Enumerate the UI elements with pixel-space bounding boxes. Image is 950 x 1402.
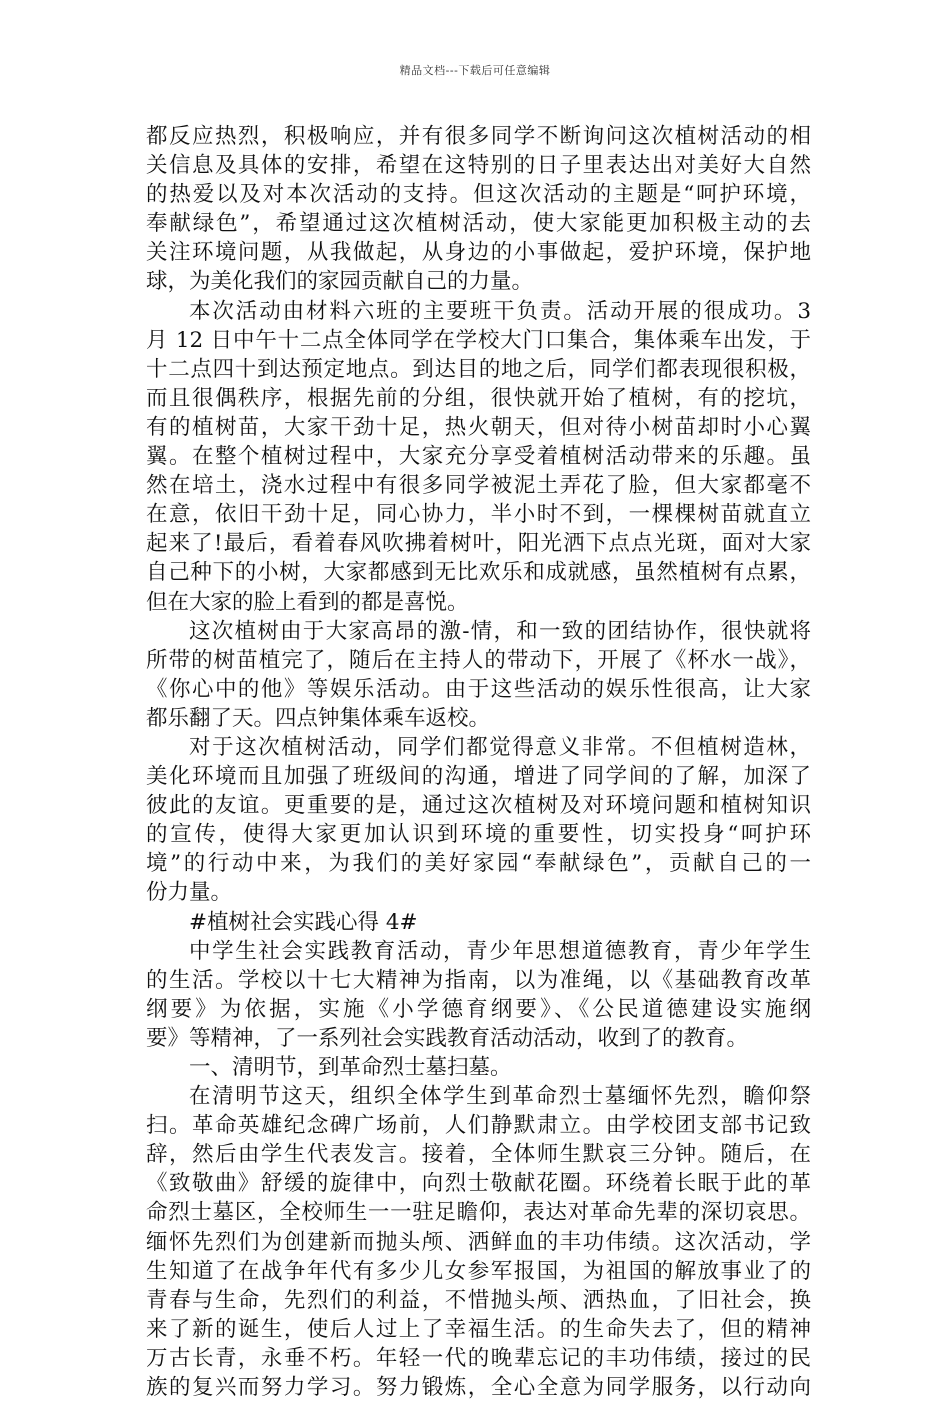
text-line: 起来了!最后，看着春风吹拂着树叶，阳光洒下点点光斑，面对大家: [146, 531, 811, 557]
text-line: 但在大家的脸上看到的都是喜悦。: [146, 589, 469, 615]
document-body: [146, 122, 811, 1402]
page-header: 精品文档---下载后可任意编辑: [399, 64, 551, 77]
text-line: 彼此的友谊。更重要的是，通过这次植树及对环境问题和植树知识: [146, 793, 811, 819]
text-line: 自己种下的小树，大家都感到无比欢乐和成就感，虽然植树有点累，: [146, 560, 811, 586]
text-line: 的宣传，使得大家更加认识到环境的重要性，切实投身“呵护环: [146, 822, 811, 848]
text-line: 对于这次植树活动，同学们都觉得意义非常。不但植树造林，: [189, 734, 811, 760]
text-line: 来了新的诞生，使后人过上了幸福生活。的生命失去了，但的精神: [146, 1316, 811, 1342]
text-line: #植树社会实践心得 4#: [189, 909, 418, 935]
text-line: 《致敬曲》舒缓的旋律中，向烈士敬献花圈。环绕着长眠于此的革: [146, 1171, 811, 1197]
text-line: 境”的行动中来，为我们的美好家园“奉献绿色”，贡献自己的一: [146, 851, 811, 877]
text-line: 都反应热烈，积极响应，并有很多同学不断询问这次植树活动的相: [146, 124, 811, 149]
text-line: 翼。在整个植树过程中，大家充分享受着植树活动带来的乐趣。虽: [146, 444, 811, 470]
text-line: 纲要》为依据，实施《小学德育纲要》、《公民道德建设实施纲: [146, 996, 811, 1022]
text-line: 中学生社会实践教育活动，青少年思想道德教育，青少年学生: [189, 938, 811, 964]
text-line: 然在培土，浇水过程中有很多同学被泥土弄花了脸，但大家都毫不: [146, 473, 811, 499]
text-line: 十二点四十到达预定地点。到达目的地之后，同学们都表现很积极，: [146, 356, 811, 382]
text-line: 扫。革命英雄纪念碑广场前，人们静默肃立。由学校团支部书记致: [146, 1113, 811, 1139]
text-line: 命烈士墓区，全校师生一一驻足瞻仰，表达对革命先辈的深切哀思。: [146, 1200, 811, 1226]
text-line: 而且很偶秩序，根据先前的分组，很快就开始了植树，有的挖坑，: [146, 385, 811, 411]
text-line: 的热爱以及对本次活动的支持。但这次活动的主题是“呵护环境，: [146, 182, 811, 208]
text-line: 在意，依旧干劲十足，同心协力，半小时不到，一棵棵树苗就直立: [146, 502, 811, 528]
text-line: 有的植树苗，大家干劲十足，热火朝天，但对待小树苗却时小心翼: [146, 414, 811, 440]
text-line: 关注环境问题，从我做起，从身边的小事做起，爱护环境，保护地: [146, 240, 811, 266]
text-line: 青春与生命，先烈们的利益，不惜抛头颅、洒热血，了旧社会，换: [146, 1287, 811, 1313]
text-line: 缅怀先烈们为创建新而抛头颅、洒鲜血的丰功伟绩。这次活动，学: [146, 1229, 811, 1255]
text-line: 族的复兴而努力学习。努力锻炼，全心全意为同学服务，以行动向: [146, 1375, 811, 1401]
text-line: 美化环境而且加强了班级间的沟通，增进了同学间的了解，加深了: [146, 764, 811, 790]
text-line: 月 12 日中午十二点全体同学在学校大门口集合，集体乘车出发，于: [146, 327, 811, 353]
text-line: 要》等精神，了一系列社会实践教育活动活动，收到了的教育。: [146, 1025, 749, 1051]
text-line: 本次活动由材料六班的主要班干负责。活动开展的很成功。3: [189, 298, 811, 324]
text-line: 的生活。学校以十七大精神为指南，以为准绳，以《基础教育改革: [146, 967, 811, 993]
text-line: 辞，然后由学生代表发言。接着，全体师生默哀三分钟。随后，在: [146, 1142, 811, 1168]
text-line: 一、清明节，到革命烈士墓扫墓。: [189, 1055, 512, 1080]
text-line: 奉献绿色”，希望通过这次植树活动，使大家能更加积极主动的去: [146, 211, 811, 237]
text-line: 都乐翻了天。四点钟集体乘车返校。: [146, 705, 491, 731]
text-line: 关信息及具体的安排，希望在这特别的日子里表达出对美好大自然: [146, 153, 811, 179]
text-line: 《你心中的他》等娱乐活动。由于这些活动的娱乐性很高，让大家: [146, 676, 811, 702]
text-line: 生知道了在战争年代有多少儿女参军报国，为祖国的解放事业了的: [146, 1258, 811, 1284]
text-line: 所带的树苗植完了，随后在主持人的带动下，开展了《杯水一战》，: [146, 647, 811, 673]
text-line: 球，为美化我们的家园贡献自己的力量。: [146, 269, 534, 295]
text-line: 这次植树由于大家高昂的激-情，和一致的团结协作，很快就将: [189, 618, 811, 644]
text-line: 在清明节这天，组织全体学生到革命烈士墓缅怀先烈，瞻仰祭: [189, 1084, 811, 1110]
text-line: 万古长青，永垂不朽。年轻一代的晚辈忘记的丰功伟绩，接过的民: [146, 1345, 811, 1371]
text-line: 份力量。: [146, 880, 233, 906]
